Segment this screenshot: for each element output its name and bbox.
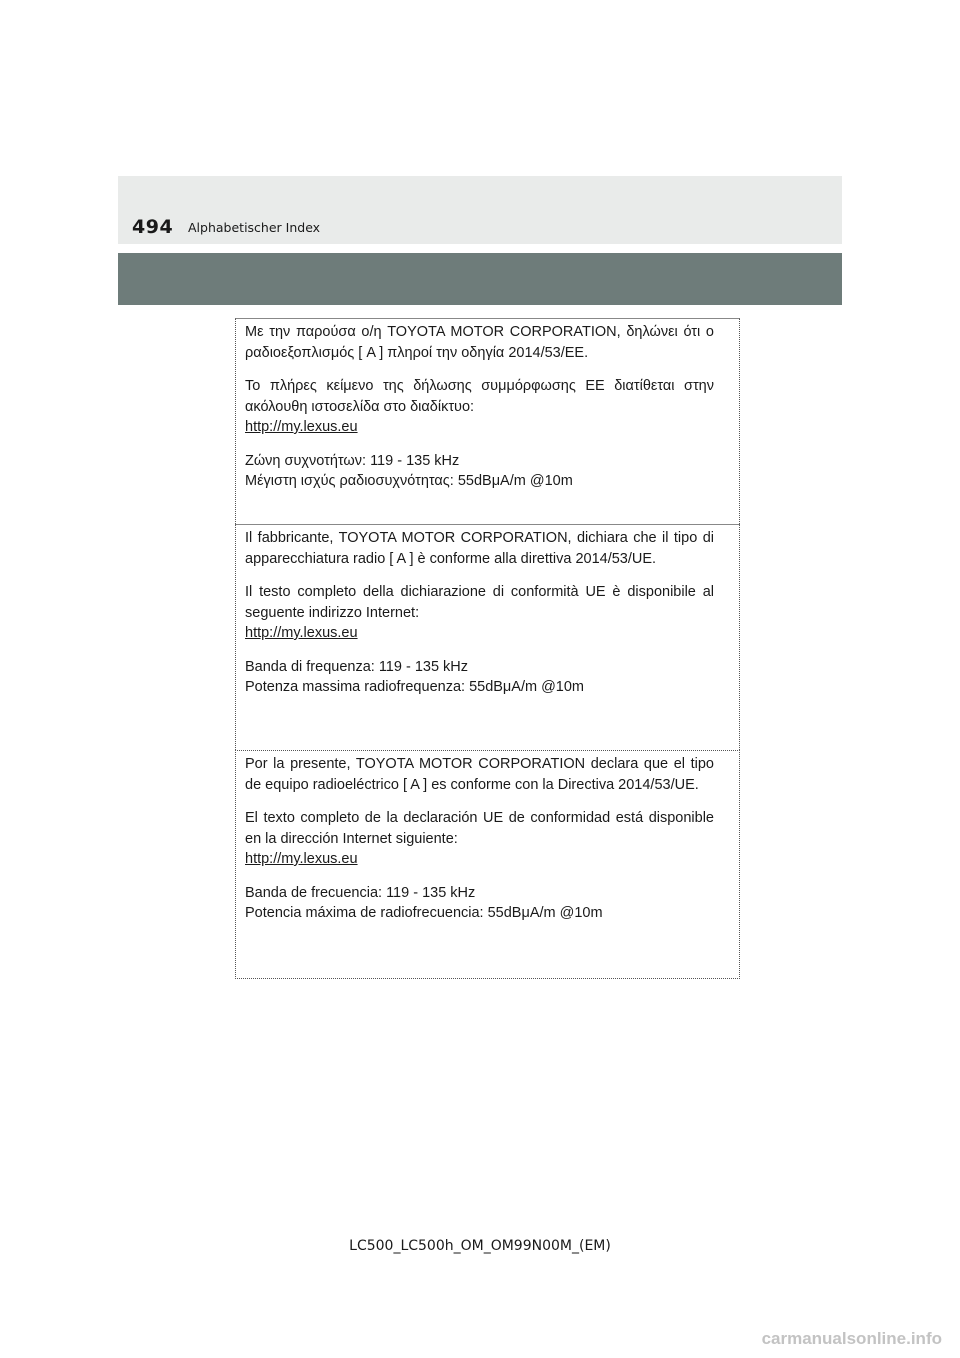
- frequency-band: Banda di frequenza: 119 - 135 kHz: [245, 658, 469, 675]
- max-power: Potencia máxima de radiofrecuencia: 55dBμA/m @10m: [245, 905, 603, 921]
- declaration-spanish: [235, 750, 740, 979]
- declaration-greek: [235, 318, 740, 524]
- watermark: carmanualsonline.info: [761, 1329, 942, 1348]
- declaration-statement: Por la presente, TOYOTA MOTOR CORPORATION declara que el tipo de equipo radioeléctrico [ A ] es conforme con la Directiva 2014/53/UE.: [245, 756, 714, 793]
- header-band: [118, 253, 842, 305]
- declaration-link[interactable]: http://my.lexus.eu: [245, 625, 358, 641]
- declaration-statement: Με την παρούσα ο/η TOYOTA MOTOR CORPORATION, δηλώνει ότι ο ραδιοεξοπλισμός [ A ] πληροί την οδηγία 2014/53/ΕΕ.: [245, 324, 714, 361]
- declaration-full-text-info: Il testo completo della dichiarazione di conformità UE è disponibile al seguente indirizzo Internet:: [245, 584, 714, 621]
- frequency-band: Banda de frecuencia: 119 - 135 kHz: [245, 884, 476, 901]
- section-title: Alphabetischer Index: [188, 220, 321, 235]
- declaration-full-text-info: El texto completo de la declaración UE de conformidad está disponible en la dirección Internet siguiente:: [245, 810, 714, 847]
- declaration-link[interactable]: http://my.lexus.eu: [245, 851, 358, 867]
- frequency-band: Ζώνη συχνοτήτων: 119 - 135 kHz: [245, 452, 460, 469]
- declaration-statement: Il fabbricante, TOYOTA MOTOR CORPORATION, dichiara che il tipo di apparecchiatura radio [ A ] è conforme alla direttiva 2014/53/UE.: [245, 530, 714, 567]
- page-number: 494: [132, 216, 174, 238]
- declaration-italian: [235, 524, 740, 750]
- page-header: [118, 176, 842, 244]
- max-power: Μέγιστη ισχύς ραδιοσυχνότητας: 55dBμA/m @10m: [245, 473, 573, 489]
- declaration-link[interactable]: http://my.lexus.eu: [245, 419, 358, 435]
- declaration-table: [235, 318, 740, 979]
- manual-code: LC500_LC500h_OM_OM99N00M_(EM): [349, 1238, 611, 1254]
- declaration-full-text-info: Το πλήρες κείμενο της δήλωσης συμμόρφωσης ΕΕ διατίθεται στην ακόλουθη ιστοσελίδα στο διαδίκτυο:: [245, 378, 714, 415]
- max-power: Potenza massima radiofrequenza: 55dBμA/m @10m: [245, 679, 585, 695]
